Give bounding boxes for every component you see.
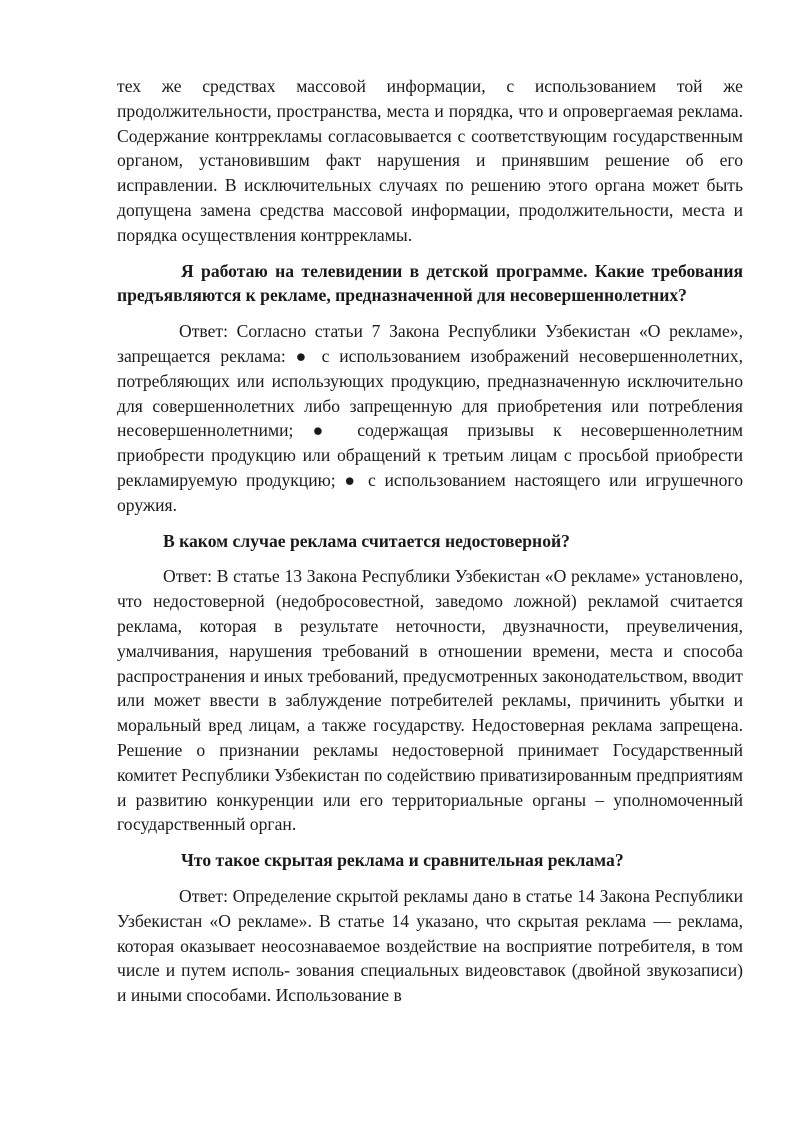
- paragraph-answer-article-14: Ответ: Определение скрытой рекламы дано в статье 14 Закона Республики Узбекистан «О рекламе». В статье 14 указано, что скрытая реклама — реклама, которая оказывает неосознаваемое воздействие на восприятие потребителя, в том числе и путем исполь- зования специальных видеовставок (двойной звукозаписи) и иными способами. Использование в: [117, 885, 743, 1006]
- paragraph-answer-article-7: Ответ: Согласно статьи 7 Закона Республики Узбекистан «О рекламе», запрещается реклама: ● с использованием изображений несовершеннолетних, потребляющих или использующих продукцию, предназначенную исключительно для совершеннолетних либо запрещенную для приобретения или потребления несовершеннолетними; ● содержащая призывы к несовершеннолетним приобрести продукцию или обращений к третьим лицам с просьбой приобрести рекламируемую продукцию; ● с использованием настоящего или игрушечного оружия.: [117, 321, 743, 515]
- paragraph-counter-advertising: тех же средствах массовой информации, с использованием той же продолжительности, пространства, места и порядка, что и опровергаемая реклама. Содержание контррекламы согласовывается с соответствующим государственным органом, установившим факт нарушения и принявшим решение об его исправлении. В исключительных случаях по решению этого органа может быть допущена замена средства массовой информации, продолжительности, места и порядка осуществления контррекламы.: [117, 76, 743, 245]
- document-page: [117, 74, 743, 1008]
- heading-unreliable-advertising: В каком случае реклама считается недостоверной?: [163, 530, 570, 551]
- heading-hidden-advertising: Что такое скрытая реклама и сравнительная реклама?: [181, 850, 624, 871]
- heading-children-advertising: Я работаю на телевидении в детской программе. Какие требования предъявляются к рекламе, предназначенной для несовершеннолетних?: [117, 260, 743, 306]
- paragraph-answer-article-13: Ответ: В статье 13 Закона Республики Узбекистан «О рекламе» установлено, что недостоверной (недобросовестной, заведомо ложной) рекламой считается реклама, которая в результате неточности, двузначности, преувеличения, умалчивания, нарушения требований в отношении времени, места и способа распространения и иных требований, предусмотренных законодательством, вводит или может ввести в заблуждение потребителей рекламы, причинить убытки и моральный вред лицам, а также государству. Недостоверная реклама запрещена. Решение о признании рекламы недостоверной принимает Государственный комитет Республики Узбекистан по содействию приватизированным предприятиям и развитию конкуренции или его территориальные органы – уполномоченный государственный орган.: [117, 566, 743, 835]
